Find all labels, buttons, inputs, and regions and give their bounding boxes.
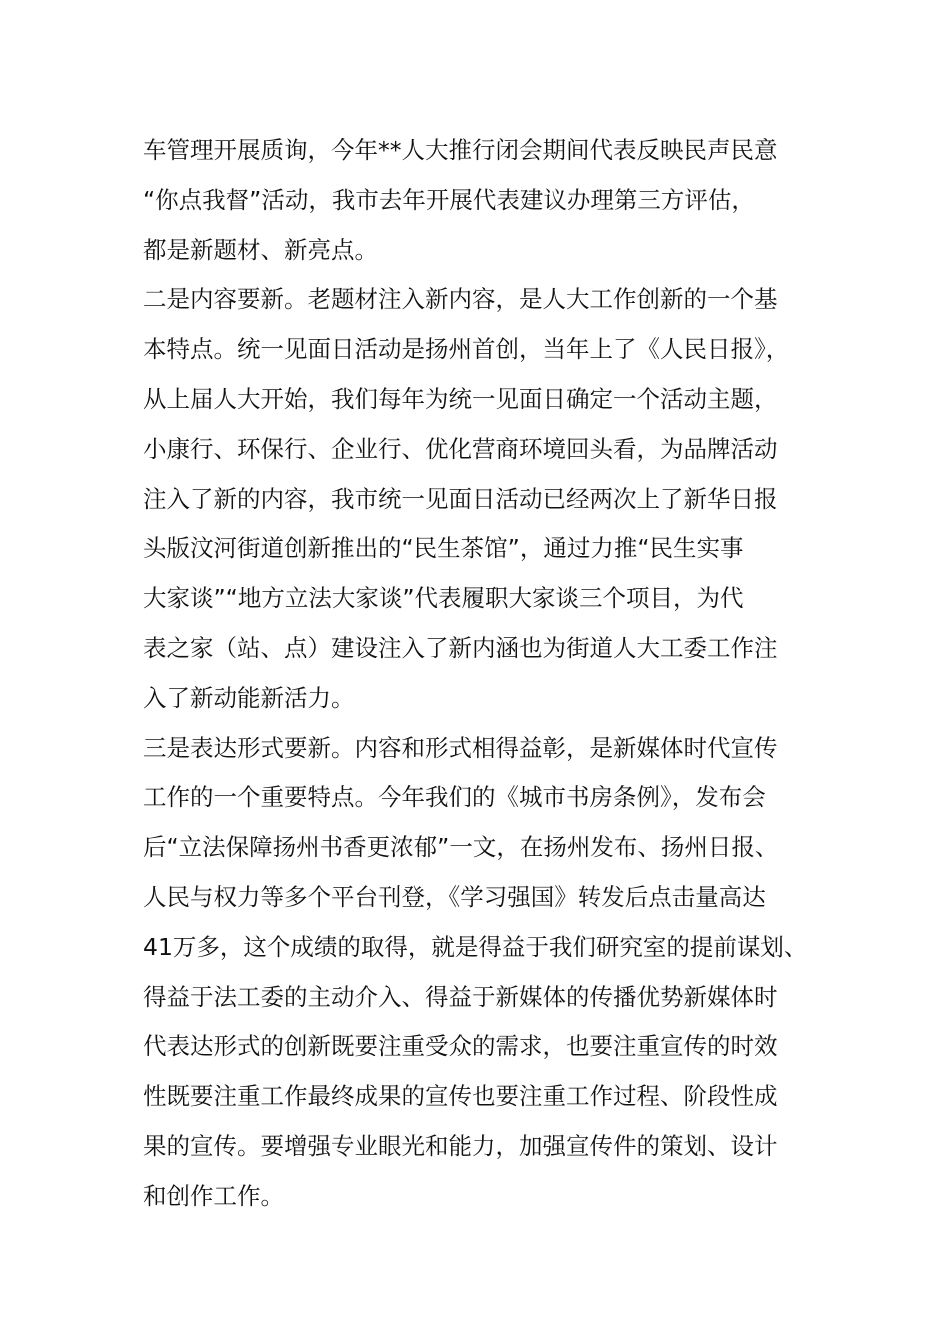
text-line: 入了新动能新活力。 (143, 683, 355, 712)
text-line: 代表达形式的创新既要注重受众的需求，也要注重宣传的时效 (143, 1032, 778, 1061)
text-line: 果的宣传。要增强专业眼光和能力，加强宣传件的策划、设计 (143, 1131, 778, 1160)
text-line: 车管理开展质询，今年**人大推行闭会期间代表反映民声民意 (143, 136, 778, 164)
text-line: 二是内容要新。老题材注入新内容，是人大工作创新的一个基 (143, 285, 778, 314)
text-line: 本特点。统一见面日活动是扬州首创，当年上了《人民日报》， (143, 335, 790, 364)
text-line: 小康行、环保行、企业行、优化营商环境回头看，为品牌活动 (143, 434, 778, 463)
text-line: 表之家（站、点）建设注入了新内涵也为街道人大工委工作注 (143, 633, 778, 662)
text-line: 和创作工作。 (143, 1181, 284, 1210)
text-line: 人民与权力等多个平台刊登，《学习强国》转发后点击量高达 (143, 882, 766, 911)
text-line: 工作的一个重要特点。今年我们的《城市书房条例》，发布会 (143, 783, 766, 812)
text-line: 大家谈”“地方立法大家谈”代表履职大家谈三个项目，为代 (143, 584, 744, 613)
text-line: 头版汶河街道创新推出的“民生茶馆”，通过力推“民生实事 (143, 534, 744, 563)
text-line: “你点我督”活动，我市去年开展代表建议办理第三方评估， (143, 185, 755, 214)
text-line: 41万多，这个成绩的取得，就是得益于我们研究室的提前谋划、 (143, 932, 808, 961)
text-line: 都是新题材、新亮点。 (143, 235, 378, 264)
text-line: 性既要注重工作最终成果的宣传也要注重工作过程、阶段性成 (143, 1082, 778, 1111)
text-line: 得益于法工委的主动介入、得益于新媒体的传播优势新媒体时 (143, 982, 778, 1011)
text-line: 三是表达形式要新。内容和形式相得益彰，是新媒体时代宣传 (143, 733, 778, 762)
text-line: 从上届人大开始，我们每年为统一见面日确定一个活动主题， (143, 384, 778, 413)
text-line: 后“立法保障扬州书香更浓郁”一文，在扬州发布、扬州日报、 (143, 833, 779, 862)
body-text (143, 126, 833, 1222)
text-line: 注入了新的内容，我市统一见面日活动已经两次上了新华日报 (143, 484, 778, 513)
